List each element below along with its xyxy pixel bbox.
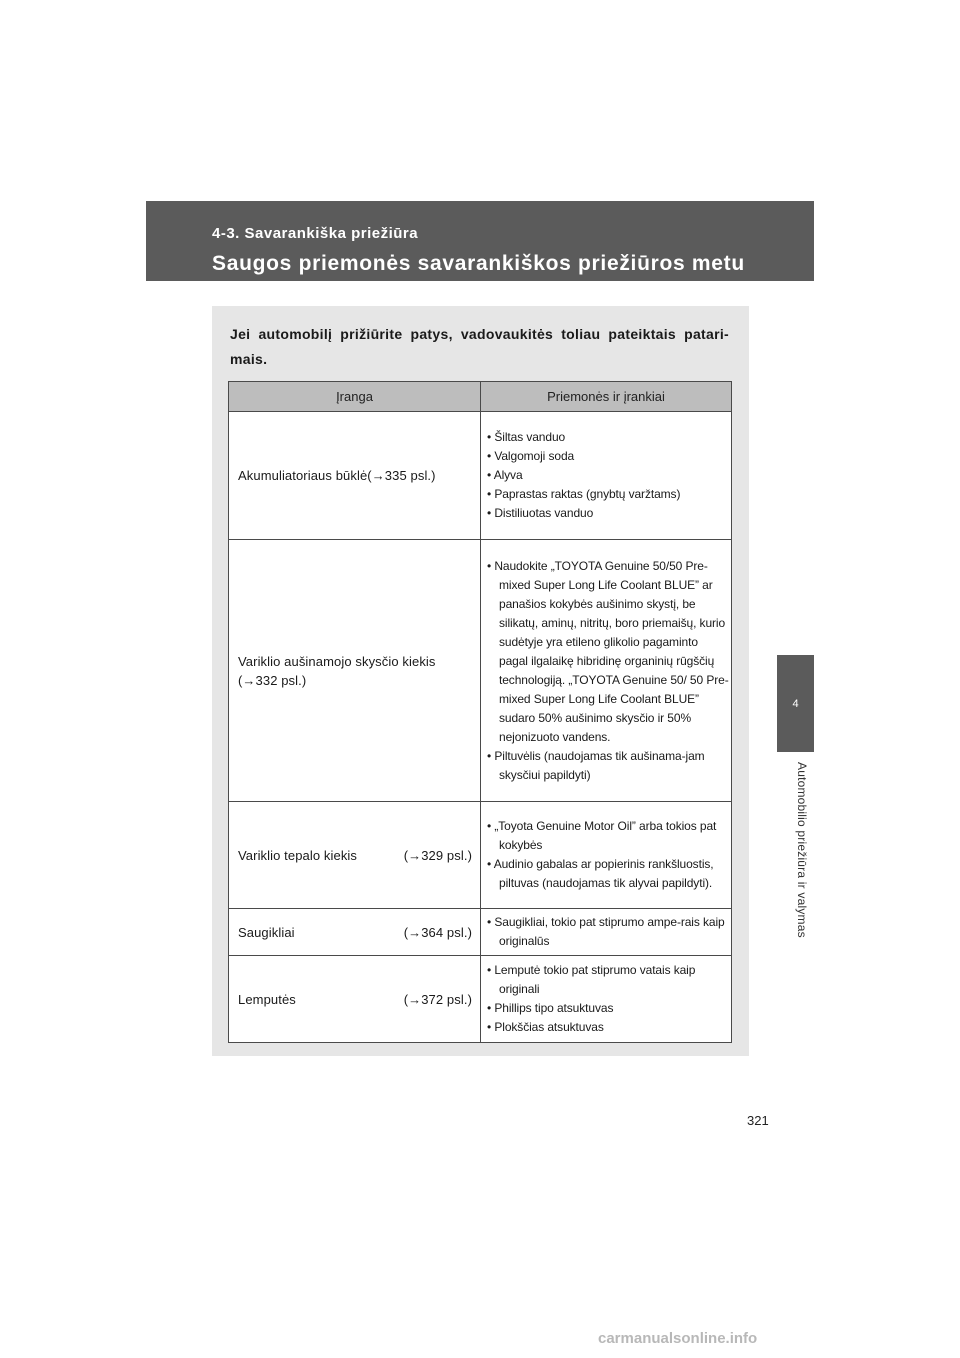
list-item: • Phillips tipo atsuktuvas bbox=[487, 1001, 614, 1015]
section-label: 4-3. Savarankiška priežiūra bbox=[212, 225, 419, 242]
page-title: Saugos priemonės savarankiškos priežiūros metu bbox=[212, 252, 745, 275]
page-number: 321 bbox=[747, 1113, 769, 1128]
table-header-row bbox=[229, 382, 732, 412]
page-reference[interactable]: (→329 psl.) bbox=[403, 847, 472, 863]
tools-list bbox=[481, 913, 731, 951]
tools-list bbox=[481, 817, 731, 893]
equipment-cell bbox=[229, 956, 481, 1043]
list-item: • Audinio gabalas ar popierinis rankšluostis, piltuvas (naudojamas tik alyvai papildyti). bbox=[487, 857, 714, 890]
equipment-name: Akumuliatoriaus būklė bbox=[238, 468, 368, 483]
equipment-name: Variklio aušinamojo skysčio kiekis bbox=[238, 653, 436, 669]
tools-list bbox=[481, 557, 731, 785]
page-reference[interactable]: (→332 psl.) bbox=[238, 672, 307, 688]
table-row bbox=[229, 956, 732, 1043]
equipment-cell bbox=[229, 412, 481, 540]
equipment-name: Lemputės bbox=[238, 991, 296, 1007]
precautions-box bbox=[212, 306, 749, 1056]
tools-list bbox=[481, 961, 731, 1037]
tools-cell bbox=[481, 412, 732, 540]
list-item: • Plokščias atsuktuvas bbox=[487, 1020, 604, 1034]
equipment-cell bbox=[229, 802, 481, 909]
list-item: • Alyva bbox=[487, 468, 523, 482]
list-item: • Saugikliai, tokio pat stiprumo ampe-rais kaip originalūs bbox=[487, 915, 725, 948]
equipment-name: Saugikliai bbox=[238, 924, 295, 940]
tools-cell bbox=[481, 540, 732, 802]
watermark: carmanualsonline.info bbox=[598, 1330, 758, 1347]
list-item: • Šiltas vanduo bbox=[487, 430, 566, 444]
tools-cell bbox=[481, 909, 732, 956]
table-row bbox=[229, 802, 732, 909]
page-reference[interactable]: (→364 psl.) bbox=[403, 924, 472, 940]
list-item: • Lemputė tokio pat stiprumo vatais kaip originali bbox=[487, 963, 696, 996]
table-row bbox=[229, 540, 732, 802]
list-item: • Paprastas raktas (gnybtų varžtams) bbox=[487, 487, 681, 501]
chapter-label: Automobilio priežiūra ir valymas bbox=[795, 762, 809, 938]
table-row bbox=[229, 909, 732, 956]
tools-cell bbox=[481, 802, 732, 909]
page-reference[interactable]: (→372 psl.) bbox=[403, 991, 472, 1007]
list-item: • „Toyota Genuine Motor Oil” arba tokios pat kokybės bbox=[487, 819, 717, 852]
tools-cell bbox=[481, 956, 732, 1043]
table-row bbox=[229, 412, 732, 540]
column-header-equipment: Įranga bbox=[229, 382, 481, 412]
section-header bbox=[146, 201, 814, 281]
list-item: • Valgomoji soda bbox=[487, 449, 575, 463]
equipment-cell bbox=[229, 909, 481, 956]
list-item: • Naudokite „TOYOTA Genuine 50/50 Pre-mixed Super Long Life Coolant BLUE” ar panašios kokybės aušinimo skystį, be silikatų, aminų, nitritų, boro priemaišų, kurio sudėtyje yra etileno glikolio pagaminto pagal ilgalaikę hibridinę organinių rūgščių technologiją. „TOYOTA Genuine 50/ 50 Pre-mixed Super Long Life Coolant BLUE” sudaro 50% aušinimo skysčio ir 50% nejonizuoto vandens. bbox=[487, 558, 729, 744]
equipment-name: Variklio tepalo kiekis bbox=[238, 847, 358, 863]
list-item: • Piltuvėlis (naudojamas tik aušinama-jam skysčiui papildyti) bbox=[487, 748, 705, 782]
equipment-table bbox=[228, 381, 732, 1043]
column-header-tools: Priemonės ir įrankiai bbox=[481, 382, 732, 412]
intro-text: Jei automobilį prižiūrite patys, vadovaukitės toliau pateiktais patari-mais. bbox=[230, 326, 729, 367]
chapter-tab[interactable] bbox=[777, 655, 814, 752]
equipment-cell bbox=[229, 540, 481, 802]
tools-list bbox=[481, 428, 731, 523]
chapter-number: 4 bbox=[792, 697, 799, 710]
page-reference[interactable]: (→335 psl.) bbox=[367, 468, 436, 483]
list-item: • Distiliuotas vanduo bbox=[487, 506, 594, 520]
